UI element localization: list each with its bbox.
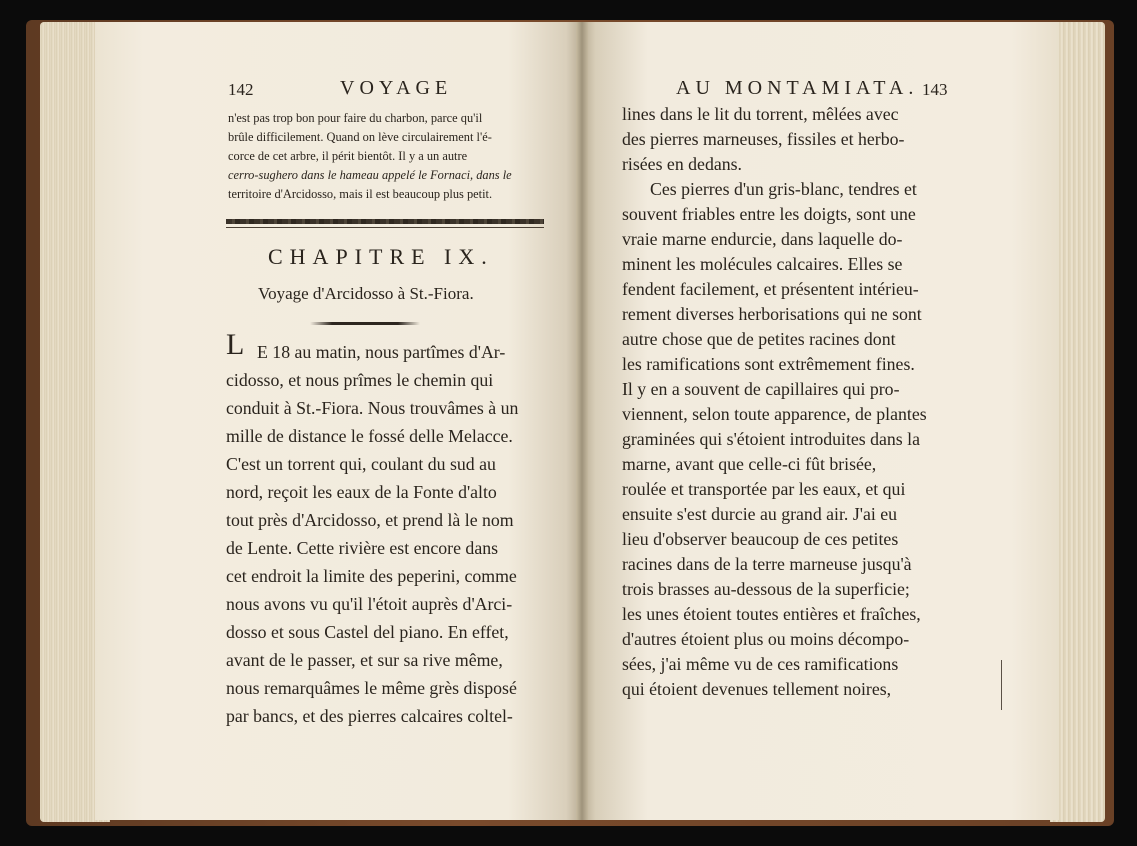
body-line: racines dans de la terre marneuse jusqu'à: [622, 554, 912, 574]
body-line: qui étoient devenues tellement noires,: [622, 679, 892, 699]
body-line: graminées qui s'étoient introduites dans la: [622, 429, 921, 449]
footnote-line: n'est pas trop bon pour faire du charbon, parce qu'il: [228, 111, 483, 125]
body-line: C'est un torrent qui, coulant du sud au: [226, 454, 496, 474]
body-line: tout près d'Arcidosso, et prend là le nom: [226, 510, 514, 530]
body-line: autre chose que de petites racines dont: [622, 329, 896, 349]
body-line: rement diverses herborisations qui ne sont: [622, 304, 922, 324]
body-line: par bancs, et des pierres calcaires coltel-: [226, 706, 513, 726]
footnote-line: corce de cet arbre, il périt bientôt. Il y a un autre: [228, 149, 468, 163]
body-line: Ces pierres d'un gris-blanc, tendres et: [650, 179, 917, 199]
body-line: avant de le passer, et sur sa rive même,: [226, 650, 503, 670]
body-line: Il y en a souvent de capillaires qui pro-: [622, 379, 900, 399]
right-running-head: AU MONTAMIATA.: [676, 77, 919, 99]
body-line: mille de distance le fossé delle Melacce.: [226, 426, 513, 446]
body-line: risées en dedans.: [622, 154, 742, 174]
body-line: nord, reçoit les eaux de la Fonte d'alto: [226, 482, 497, 502]
body-line: marne, avant que celle-ci fût brisée,: [622, 454, 877, 474]
body-line: lines dans le lit du torrent, mêlées avec: [622, 104, 899, 124]
body-line: d'autres étoient plus ou moins décompo-: [622, 629, 910, 649]
chapter-rule-thick: [226, 219, 544, 224]
body-line: les ramifications sont extrêmement fines.: [622, 354, 915, 374]
body-line: souvent friables entre les doigts, sont une: [622, 204, 916, 224]
body-line: minent les molécules calcaires. Elles se: [622, 254, 903, 274]
left-running-head: VOYAGE: [340, 77, 453, 99]
body-line: roulée et transportée par les eaux, et qui: [622, 479, 906, 499]
body-line: vraie marne endurcie, dans laquelle do-: [622, 229, 903, 249]
body-line: les unes étoient toutes entières et fraîches,: [622, 604, 921, 624]
footnote-line: territoire d'Arcidosso, mais il est beaucoup plus petit.: [228, 187, 493, 201]
chapter-title: CHAPITRE IX.: [268, 244, 494, 269]
body-line: de Lente. Cette rivière est encore dans: [226, 538, 499, 558]
body-line: E 18 au matin, nous partîmes d'Ar-: [257, 342, 506, 362]
body-line: des pierres marneuses, fissiles et herbo-: [622, 129, 905, 149]
body-line: fendent facilement, et présentent intérieu-: [622, 279, 919, 299]
body-line: viennent, selon toute apparence, de plantes: [622, 404, 927, 424]
chapter-rule-thin: [226, 227, 544, 228]
body-line: lieu d'observer beaucoup de ces petites: [622, 529, 899, 549]
left-page-number: 142: [228, 80, 254, 99]
page-margin-mark: [1001, 660, 1002, 710]
body-line: nous remarquâmes le même grès disposé: [226, 678, 517, 698]
drop-cap: L: [226, 328, 245, 361]
body-line: ensuite s'est durcie au grand air. J'ai eu: [622, 504, 898, 524]
footnote-line: cerro-sughero dans le hameau appelé le Fornaci, dans le: [228, 168, 512, 182]
chapter-ornament: [310, 322, 420, 325]
body-line: nous avons vu qu'il l'étoit auprès d'Arci-: [226, 594, 513, 614]
body-line: trois brasses au-dessous de la superficie;: [622, 579, 910, 599]
book-gutter: [576, 22, 588, 820]
footnote-line: brûle difficilement. Quand on lève circulairement l'é-: [228, 130, 492, 144]
body-line: conduit à St.-Fiora. Nous trouvâmes à un: [226, 398, 519, 418]
body-line: cet endroit la limite des peperini, comme: [226, 566, 517, 586]
right-page-number: 143: [922, 80, 948, 99]
body-line: sées, j'ai même vu de ces ramifications: [622, 654, 899, 674]
body-line: cidosso, et nous prîmes le chemin qui: [226, 370, 494, 390]
chapter-subtitle: Voyage d'Arcidosso à St.-Fiora.: [258, 284, 474, 303]
body-line: dosso et sous Castel del piano. En effet,: [226, 622, 509, 642]
